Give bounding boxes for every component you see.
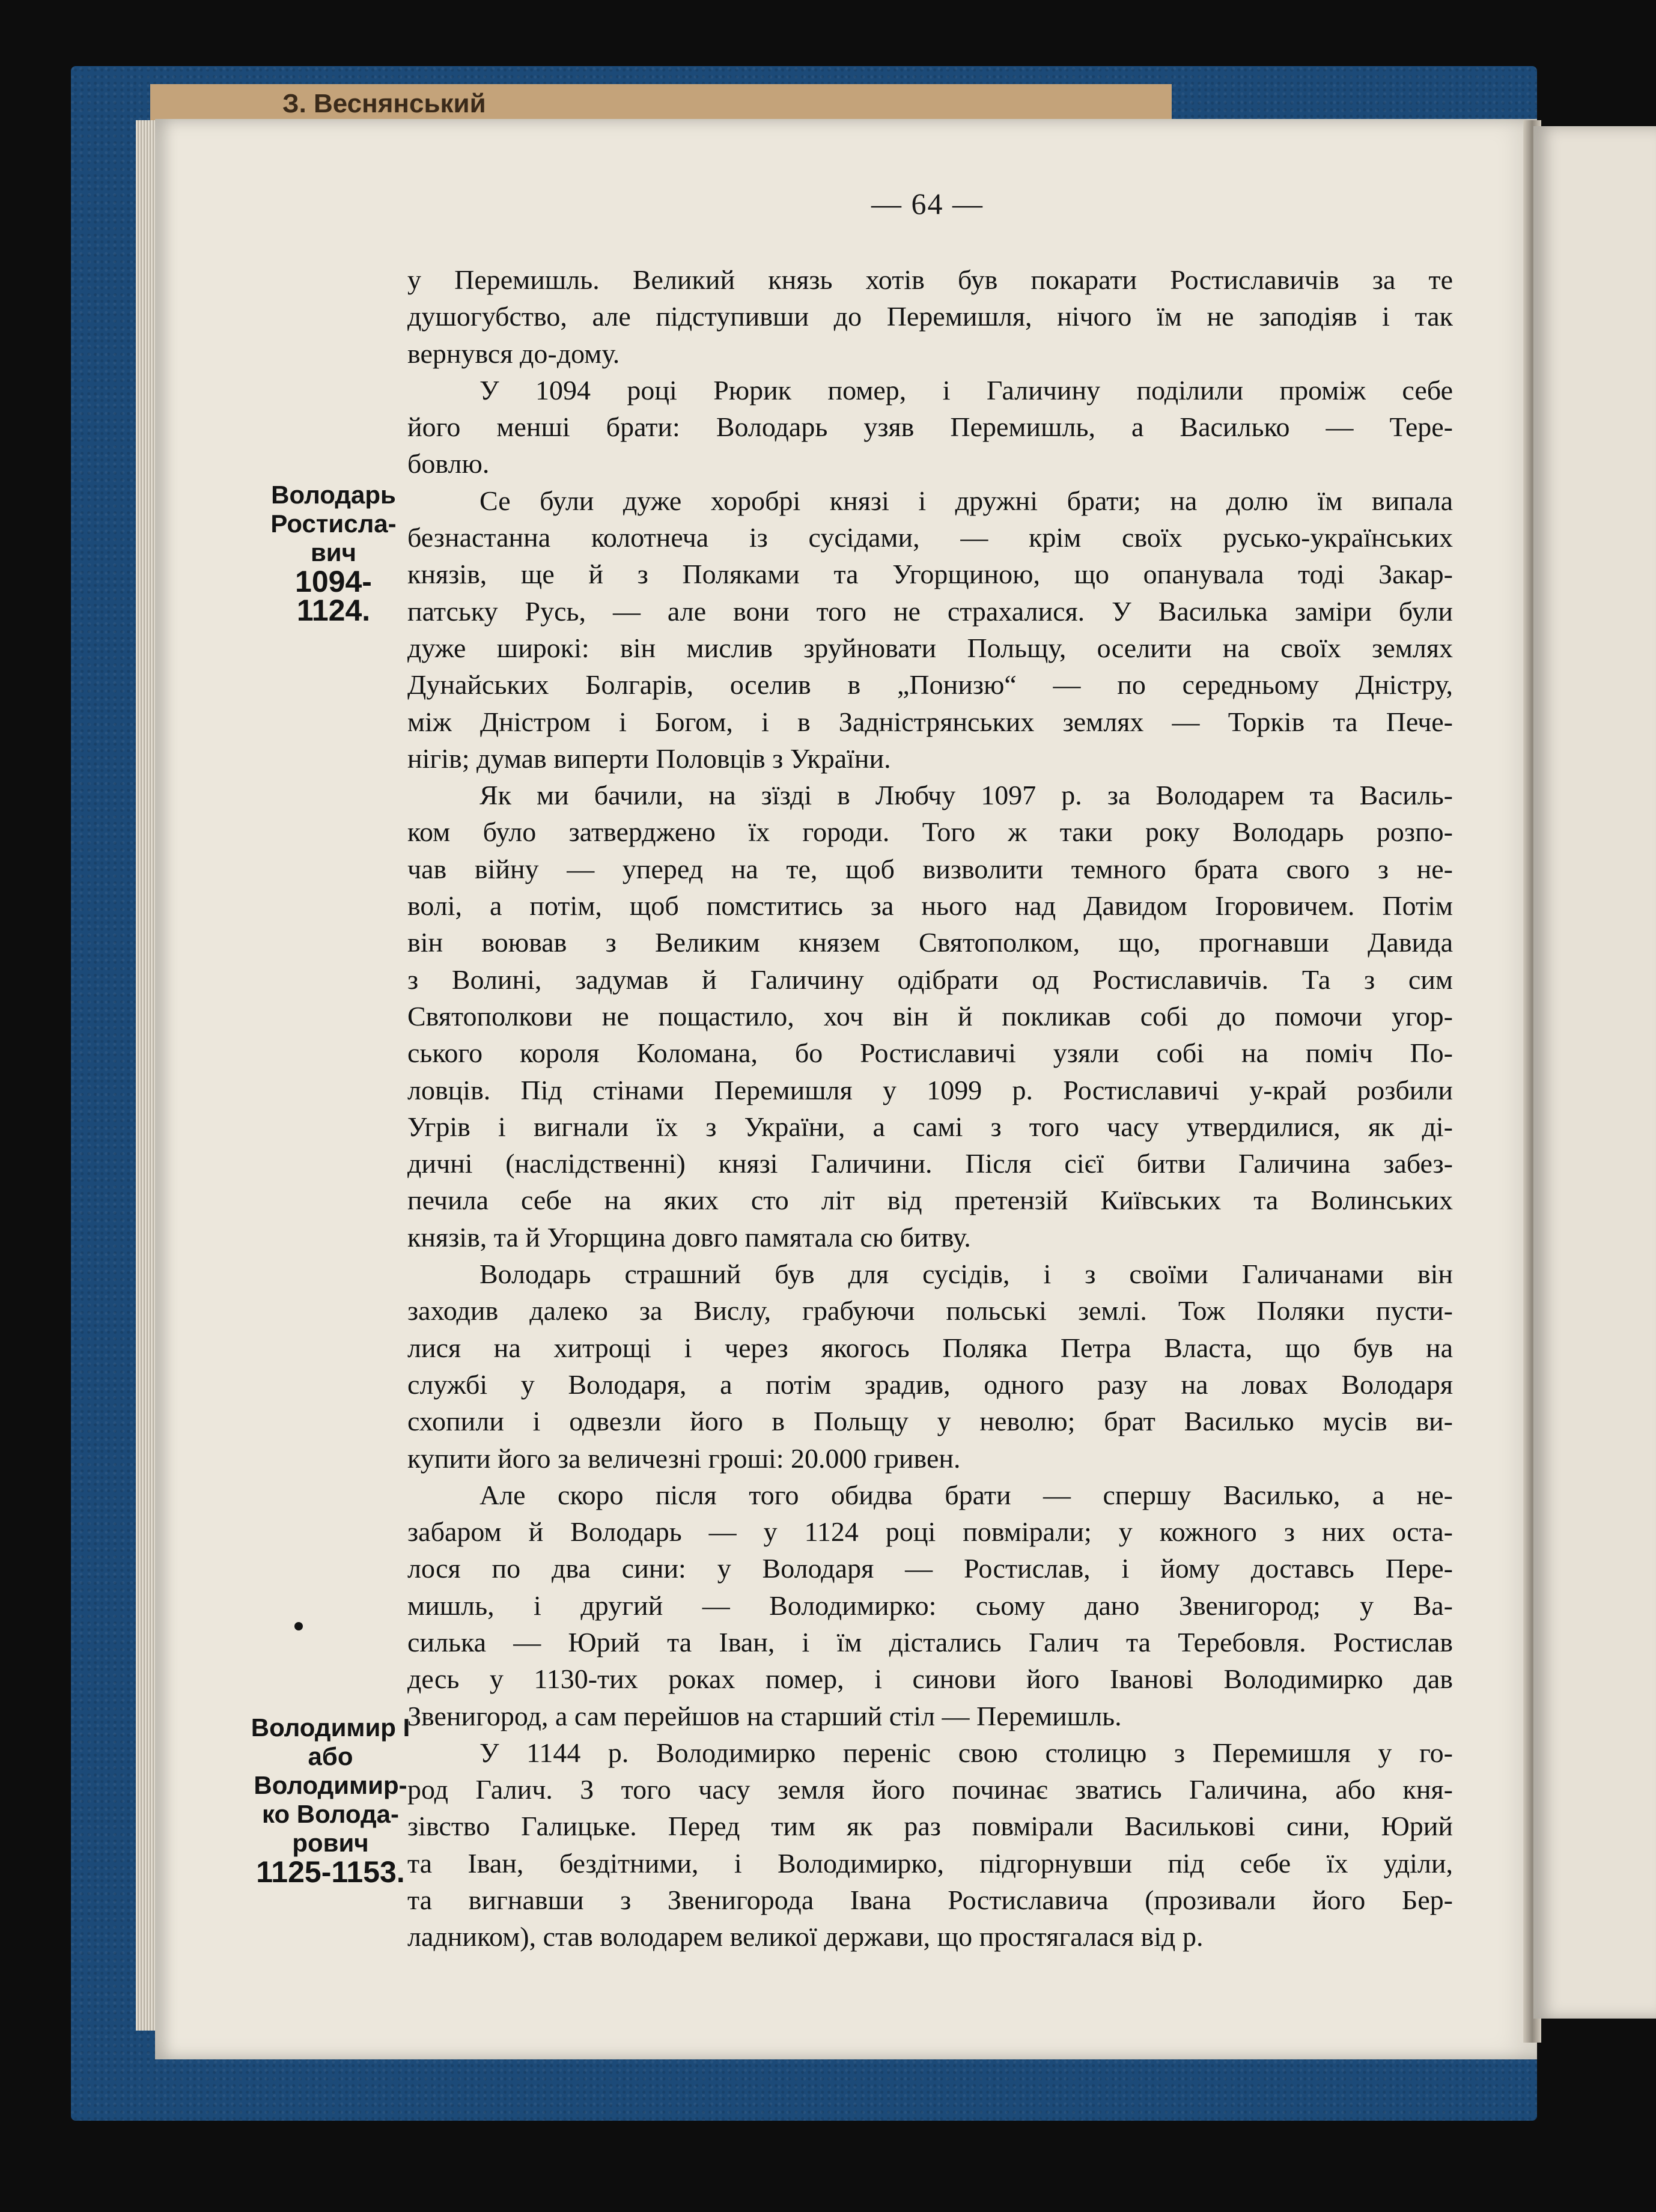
body-line: вернувся до-дому. — [407, 338, 620, 369]
body-line: дичні (наслідственні) князі Галичини. Після сієї битви Галичина забез- — [407, 1148, 1453, 1179]
body-line: бовлю. — [407, 448, 490, 479]
margin-note-line: рович — [292, 1829, 369, 1857]
body-line: патську Русь, — але вони того не страхалися. У Василька заміри були — [407, 595, 1453, 627]
body-line: ком було затверджено їх городи. Того ж таки року Володарь розпо- — [407, 816, 1453, 848]
body-line: Угрів і вигнали їх з України, а самі з того часу утвердилися, як ді- — [407, 1111, 1453, 1142]
body-line: безнастанна колотнеча із сусідами, — крім своїх русько-українських — [407, 522, 1453, 553]
body-line: та Іван, бездітними, і Володимирко, підгорнувши під себе їх уділи, — [407, 1847, 1453, 1879]
body-line: ського короля Коломана, бо Ростиславичі узяли собі на поміч По- — [407, 1038, 1453, 1069]
body-line: мишль, і другий — Володимирко: сьому дано Звенигород; у Ва- — [407, 1590, 1453, 1621]
margin-note-line: ко Волода- — [262, 1800, 399, 1828]
margin-note-volodar — [258, 481, 409, 625]
body-line: його менші брати: Володарь узяв Перемишль, а Василько — Тере- — [407, 412, 1453, 443]
margin-note-volodymyr — [249, 1713, 412, 1889]
body-line: Се були дуже хоробрі князі і дружні брати; на долю їм випала — [479, 485, 1453, 516]
body-line: з Волині, задумав й Галичину одібрати од Ростиславичів. Та з сим — [407, 964, 1453, 995]
page-number: — 64 — — [871, 187, 984, 220]
body-line: У 1144 р. Володимирко переніс свою столицю з Перемишля у го- — [479, 1737, 1453, 1768]
body-line: князів, ще й з Поляками та Угорщиною, що опанувала тоді Закар- — [407, 559, 1453, 590]
body-line: Звенигород, а сам перейшов на старший стіл — Перемишль. — [407, 1700, 1122, 1731]
body-line: чав війну — уперед на те, щоб визволити темного брата свого з не- — [407, 853, 1453, 884]
body-line: та вигнавши з Звенигорода Івана Ростиславича (прозивали його Бер- — [407, 1885, 1453, 1916]
margin-note-line: Володарь — [271, 481, 396, 509]
body-line: ладником), став володарем великої держави, що простягалася від р. — [407, 1921, 1204, 1952]
facing-page — [1533, 126, 1656, 2019]
margin-note-line: або — [308, 1742, 353, 1770]
body-line: лося по два сини: у Володаря — Ростислав, і йому доставсь Пере- — [407, 1553, 1453, 1584]
body-line: заходив далеко за Вислу, грабуючи польські землі. Тож Поляки пусти- — [407, 1295, 1453, 1326]
margin-note-line: 1125-1153. — [256, 1855, 405, 1889]
body-line: десь у 1130-тих роках помер, і синови його Іванові Володимирко дав — [407, 1664, 1453, 1695]
body-line: він воював з Великим князем Святополком, що, прогнавши Давида — [407, 927, 1453, 958]
body-line: Як ми бачили, на зїзді в Любчу 1097 р. за Володарем та Василь- — [479, 780, 1453, 811]
body-line: душогубство, але підступивши до Перемишля, нічого їм не заподіяв і так — [407, 301, 1453, 332]
body-line: Дунайських Болгарів, оселив в „Понизю“ — по середньому Дністру, — [407, 669, 1453, 700]
body-line: службі у Володаря, а потім зрадив, одного разу на ловах Володаря — [407, 1369, 1453, 1400]
header-strip-text: З. Веснянський — [282, 89, 486, 118]
body-line: печила себе на яких сто літ від претензій Київських та Волинських — [407, 1185, 1453, 1216]
body-text — [407, 261, 1453, 1955]
margin-note-line: Ростисла- — [270, 509, 397, 538]
body-line: род Галич. З того часу земля його починає зватись Галичина, або кня- — [407, 1774, 1453, 1805]
margin-note-line: вич — [310, 538, 357, 567]
body-line: волі, а потім, щоб помститись за нього над Давидом Ігоровичем. Потім — [407, 890, 1453, 922]
body-line: нігів; думав виперти Половців з України. — [407, 743, 891, 774]
body-line: князів, та й Угорщина довго памятала сю битву. — [407, 1221, 971, 1253]
margin-bullet — [294, 1622, 303, 1630]
body-line: купити його за величезні гроші: 20.000 гривен. — [407, 1442, 961, 1474]
body-line: У 1094 році Рюрик помер, і Галичину поділили проміж себе — [479, 374, 1453, 406]
body-line: у Перемишль. Великий князь хотів був покарати Ростиславичів за те — [407, 264, 1453, 295]
body-line: силька — Юрий та Іван, і їм дістались Галич та Теребовля. Ростислав — [407, 1626, 1453, 1657]
body-line: схопили і одвезли його в Польщу у неволю; брат Василько мусів ви- — [407, 1406, 1453, 1437]
page-edge — [136, 120, 156, 2031]
body-line: забаром й Володарь — у 1124 році повмірали; у кожного з них оста- — [407, 1516, 1453, 1548]
margin-note-line: 1094-1124. — [295, 565, 372, 627]
body-line: Але скоро після того обидва брати — спершу Василько, а не- — [479, 1479, 1453, 1510]
margin-note-line: Володимир- — [254, 1771, 407, 1799]
body-line: лися на хитрощі і через якогось Поляка Петра Власта, що був на — [407, 1332, 1453, 1363]
body-line: Володарь страшний був для сусідів, і з своїми Галичанами він — [479, 1259, 1453, 1290]
margin-note-line: Володимир I — [251, 1713, 410, 1742]
body-line: ловців. Під стінами Перемишля у 1099 р. Ростиславичі у-край розбили — [407, 1074, 1453, 1105]
body-line: дуже широкі: він мислив зруйновати Польщу, оселити на своїх землях — [407, 632, 1453, 663]
body-line: Святополкови не пощастило, хоч він й покликав собі до помочи угор- — [407, 1000, 1453, 1032]
body-line: зівство Галицьке. Перед тим як раз повмірали Васильковi сини, Юрий — [407, 1811, 1453, 1842]
body-line: між Дністром і Богом, і в Задністрянських землях — Торків та Пече- — [407, 706, 1453, 737]
